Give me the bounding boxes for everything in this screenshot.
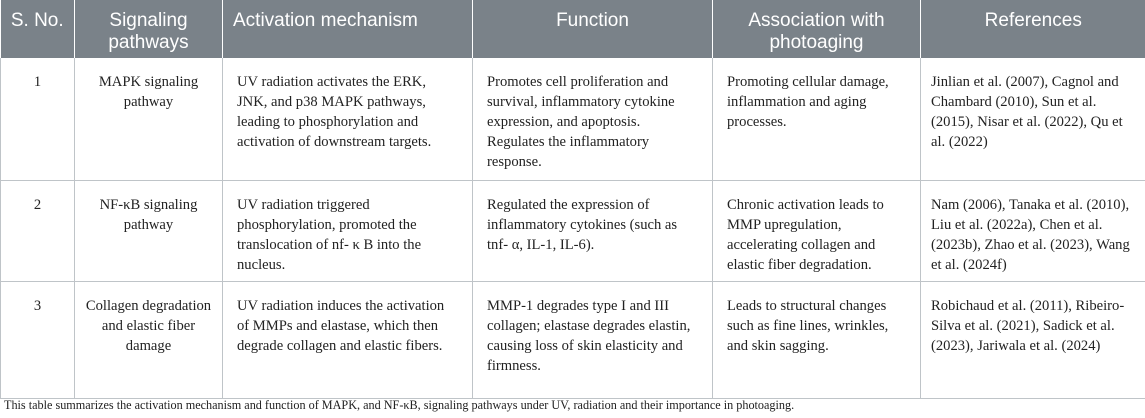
- cell-pathway: Collagen degradation and elastic fiber damage: [75, 281, 223, 398]
- cell-mechanism: UV radiation triggered phosphorylation, promoted the translocation of nf- κ B into the nucleus.: [223, 180, 473, 281]
- cell-association: Leads to structural changes such as fine lines, wrinkles, and skin sagging.: [713, 281, 921, 398]
- cell-references: Jinlian et al. (2007), Cagnol and Chambard (2010), Sun et al. (2015), Nisar et al. (2022), Qu et al. (2022): [921, 58, 1145, 180]
- table-row: [1, 180, 1145, 281]
- table-caption: This table summarizes the activation mechanism and function of MAPK, and NF-κB, signaling pathways under UV, radiation and their importance in photoaging.: [4, 398, 795, 412]
- header-association: Association with photoaging: [713, 0, 921, 58]
- cell-association: Chronic activation leads to MMP upregulation, accelerating collagen and elastic fiber degradation.: [713, 180, 921, 281]
- cell-references: Robichaud et al. (2011), Ribeiro-Silva et al. (2021), Sadick et al. (2023), Jariwala et al. (2024): [921, 281, 1145, 398]
- header-function: Function: [473, 0, 713, 58]
- cell-pathway: NF-κB signaling pathway: [75, 180, 223, 281]
- cell-mechanism: UV radiation induces the activation of MMPs and elastase, which then degrade collagen and elastic fibers.: [223, 281, 473, 398]
- cell-no: 1: [1, 58, 75, 180]
- cell-references: Nam (2006), Tanaka et al. (2010), Liu et al. (2022a), Chen et al. (2023b), Zhao et al. (2023), Wang et al. (2024f): [921, 180, 1145, 281]
- cell-mechanism: UV radiation activates the ERK, JNK, and p38 MAPK pathways, leading to phosphorylation and activation of downstream targets.: [223, 58, 473, 180]
- cell-pathway: MAPK signaling pathway: [75, 58, 223, 180]
- header-s-no: S. No.: [1, 0, 75, 58]
- table-header-row: [1, 0, 1145, 58]
- cell-function: Regulated the expression of inflammatory cytokines (such as tnf- α, IL-1, IL-6).: [473, 180, 713, 281]
- header-activation-mechanism: Activation mechanism: [223, 0, 473, 58]
- cell-no: 2: [1, 180, 75, 281]
- cell-function: Promotes cell proliferation and survival, inflammatory cytokine expression, and apoptosis. Regulates the inflammatory response.: [473, 58, 713, 180]
- cell-function: MMP-1 degrades type I and III collagen; elastase degrades elastin, causing loss of skin elasticity and firmness.: [473, 281, 713, 398]
- table-row: [1, 58, 1145, 180]
- cell-association: Promoting cellular damage, inflammation and aging processes.: [713, 58, 921, 180]
- header-references: References: [921, 0, 1145, 58]
- table-row: [1, 281, 1145, 398]
- header-signaling-pathways: Signaling pathways: [75, 0, 223, 58]
- cell-no: 3: [1, 281, 75, 398]
